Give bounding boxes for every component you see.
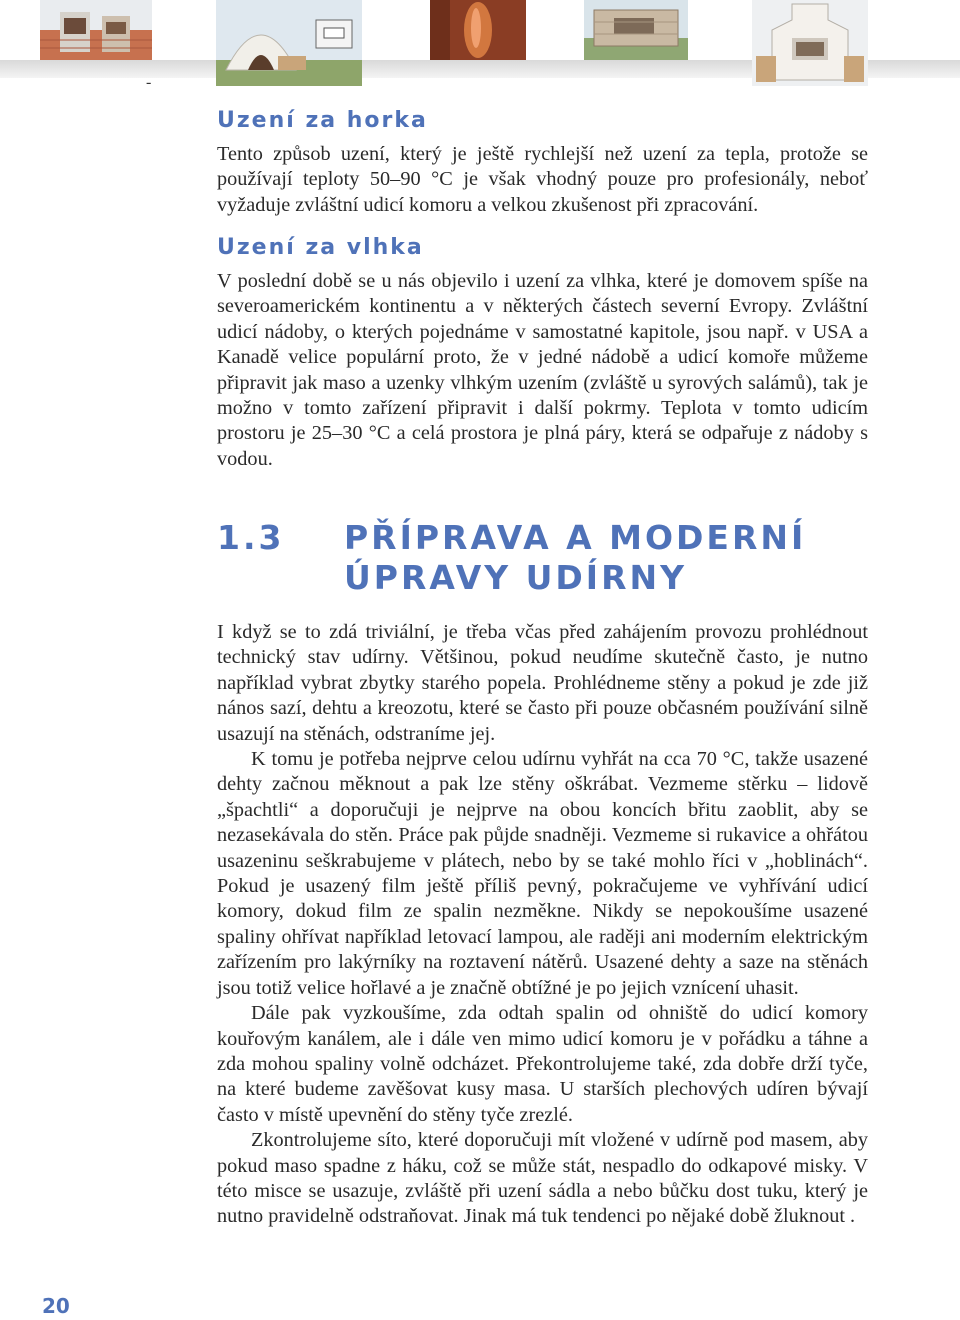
outdoor-fireplace-icon: [752, 0, 868, 86]
section-wet-smoking: [217, 235, 868, 472]
header-dash: -: [146, 74, 152, 91]
page-number: 20: [42, 1294, 70, 1318]
chapter-paragraph: K tomu je potřeba nejprve celou udírnu vyhřát na cca 70 °C, takže usazené dehty začnou měknout a pak lze stěny oškrábat. Vezmeme stěrku – lidově „špachtli“ a doporučuji je nejprve na obou koncích břitu zaoblit, aby se nezasekávala do stěn. Práce pak půjde snadněji. Vezmeme si rukavice a ohřátou usazeninu seškrabujeme v plátech, nebo by se také mohlo říci v „hoblinách“. Pokud je usazený film ještě příliš pevný, pokračujeme ve vyhřívání udicí komory, dokud film ze spalin nezměkne. Nikdy se nepokoušíme usazené spaliny ohřívat například letovací lampou, ale raději ani moderním elektrickým zařízením pro lakýrníky na roztavení nátěrů. Usazené dehty a saze na stěnách jsou totiž velice hořlavé a je značně obtížné je po jejich vznícení uhasit.: [217, 748, 868, 999]
section-hot-smoking: [217, 108, 868, 218]
section-heading: Uzení za vlhka: [217, 235, 424, 260]
header-strip: [0, 0, 960, 95]
chapter-number: 1.3: [217, 518, 285, 557]
chapter-paragraph: Zkontrolujeme síto, které doporučuji mít vložené v udírně pod masem, aby pokud maso spadne z háku, což se může stát, nespadlo do odkapové misky. V této misce se usazuje, zvláště při uzení sádla a nebo bůčku dost tuku, který je nutno pravidelně odstraňovat. Jinak má tuk tendenci po nějaké době žluknout .: [217, 1129, 868, 1228]
section-paragraph: Tento způsob uzení, který je ještě rychlejší než uzení za tepla, protože se používají teploty 50–90 °C je však vhodný pouze pro profesionály, neboť vyžaduje zvláštní udicí komoru a velkou zkušenost při zpracování.: [217, 143, 868, 216]
chapter-title: PŘÍPRAVA A MODERNÍ ÚPRAVY UDÍRNY: [344, 518, 807, 597]
sausage-icon: [430, 0, 526, 60]
garden-grill-icon: [584, 0, 688, 60]
dome-oven-icon: [216, 0, 362, 86]
chapter-paragraph: I když se to zdá triviální, je třeba včas před zahájením provozu prohlédnout technický stav udírny. Většinou, pokud neudíme skutečně často, je nutno například vybrat zbytky starého popela. Prohlédneme stěny a pokud je zde již nános sazí, dehtu a kreozotu, které se často při pouze občasném používání silně usazují na stěnách, odstraníme jej.: [217, 621, 868, 745]
section-heading: Uzení za horka: [217, 108, 428, 133]
chapter-body: [217, 620, 868, 1230]
brick-smoker-icon: [40, 0, 152, 60]
chapter-paragraph: Dále pak vyzkoušíme, zda odtah spalin od ohniště do udicí komory kouřovým kanálem, ale i dále ven mimo udicí komoru je v pořádku a táhne a zda mohou spaliny volně odcházet. Překontrolujeme také, zda dobře drží tyče, na které budeme zavěšovat kusy masa. U starších plechových udíren bývají často v místě upevnění do stěny tyče zrezlé.: [217, 1002, 868, 1126]
section-paragraph: V poslední době se u nás objevilo i uzení za vlhka, které je domovem spíše na severoamerickém kontinentu a v některých částech severní Evropy. Zvláštní udicí nádoby, o kterých pojednáme v samostatné kapitole, jsou např. v USA a Kanadě velice populární proto, že v jedné nádobě a udicí komoře můžeme připravit jak maso a uzenky vlhkým uzením (zvláště u syrových salámů), tak je možno v tomto zařízení připravit i další pokrmy. Teplota v tomto udicím prostoru je 25–30 °C a celá prostora je plná páry, která se odpařuje z nádoby s vodou.: [217, 270, 868, 470]
